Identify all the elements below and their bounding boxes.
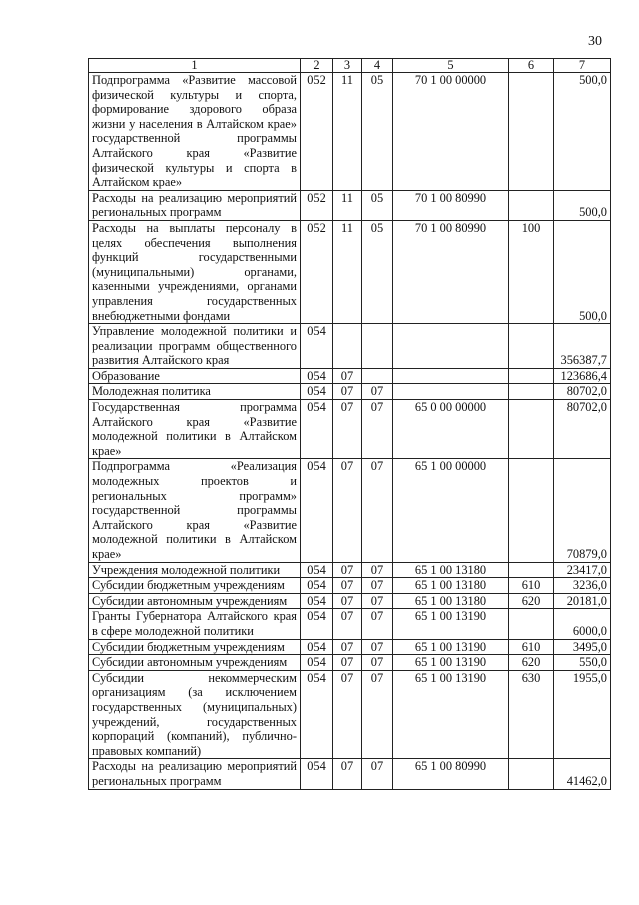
target-item-code: [393, 368, 509, 384]
target-item-code: 70 1 00 80990: [393, 220, 509, 323]
item-name: Гранты Губернатора Алтайского края в сфере молодежной политики: [89, 609, 301, 639]
amount: 500,0: [554, 220, 611, 323]
target-item-code: [393, 384, 509, 400]
subsection-code: 07: [362, 384, 393, 400]
expense-type-code: 620: [509, 655, 554, 671]
amount: 550,0: [554, 655, 611, 671]
amount: 1955,0: [554, 670, 611, 759]
subsection-code: 07: [362, 609, 393, 639]
section-code: 07: [333, 593, 362, 609]
expense-type-code: 610: [509, 578, 554, 594]
item-name: Расходы на выплаты персоналу в целях обеспечения выполнения функций государственными (муниципальными) органами, казенными учреждениями, органами управления государственных внебюджетными фондами: [89, 220, 301, 323]
table-row: [89, 324, 611, 369]
subsection-code: [362, 368, 393, 384]
section-code: 07: [333, 400, 362, 459]
amount: 20181,0: [554, 593, 611, 609]
section-code: 11: [333, 190, 362, 220]
amount: 70879,0: [554, 459, 611, 562]
section-code: 07: [333, 459, 362, 562]
table-row: [89, 655, 611, 671]
column-header: 5: [393, 59, 509, 73]
admin-code: 054: [301, 609, 333, 639]
subsection-code: 07: [362, 759, 393, 789]
expense-type-code: 620: [509, 593, 554, 609]
table-row: [89, 459, 611, 562]
amount: 6000,0: [554, 609, 611, 639]
target-item-code: 65 0 00 00000: [393, 400, 509, 459]
admin-code: 054: [301, 384, 333, 400]
section-code: 07: [333, 655, 362, 671]
expense-type-code: [509, 400, 554, 459]
budget-table: [88, 58, 611, 790]
subsection-code: 07: [362, 578, 393, 594]
admin-code: 052: [301, 73, 333, 191]
target-item-code: 70 1 00 80990: [393, 190, 509, 220]
target-item-code: 65 1 00 13180: [393, 578, 509, 594]
section-code: 11: [333, 220, 362, 323]
table-row: [89, 220, 611, 323]
amount: 23417,0: [554, 562, 611, 578]
admin-code: 054: [301, 368, 333, 384]
subsection-code: 05: [362, 220, 393, 323]
amount: 80702,0: [554, 400, 611, 459]
target-item-code: 65 1 00 13190: [393, 655, 509, 671]
target-item-code: 65 1 00 13190: [393, 609, 509, 639]
target-item-code: [393, 324, 509, 369]
column-header: 7: [554, 59, 611, 73]
subsection-code: 07: [362, 593, 393, 609]
target-item-code: 65 1 00 80990: [393, 759, 509, 789]
amount: 3236,0: [554, 578, 611, 594]
item-name: Расходы на реализацию мероприятий региональных программ: [89, 759, 301, 789]
expense-type-code: [509, 759, 554, 789]
expense-type-code: [509, 324, 554, 369]
section-code: 07: [333, 562, 362, 578]
expense-type-code: 100: [509, 220, 554, 323]
expense-type-code: [509, 459, 554, 562]
amount: 500,0: [554, 190, 611, 220]
expense-type-code: [509, 190, 554, 220]
section-code: 07: [333, 759, 362, 789]
item-name: Субсидии автономным учреждениям: [89, 655, 301, 671]
subsection-code: 07: [362, 562, 393, 578]
table-row: [89, 670, 611, 759]
expense-type-code: [509, 609, 554, 639]
subsection-code: 07: [362, 670, 393, 759]
table-row: [89, 384, 611, 400]
target-item-code: 65 1 00 00000: [393, 459, 509, 562]
column-header: 3: [333, 59, 362, 73]
table-row: [89, 578, 611, 594]
section-code: 07: [333, 609, 362, 639]
column-header: 4: [362, 59, 393, 73]
amount: 80702,0: [554, 384, 611, 400]
amount: 500,0: [554, 73, 611, 191]
subsection-code: [362, 324, 393, 369]
section-code: 07: [333, 578, 362, 594]
table-row: [89, 368, 611, 384]
table-row: [89, 190, 611, 220]
table-row: [89, 609, 611, 639]
expense-type-code: 630: [509, 670, 554, 759]
admin-code: 054: [301, 459, 333, 562]
item-name: Подпрограмма «Реализация молодежных проектов и региональных программ» государственной программы Алтайского края «Развитие молодежной политики в Алтайском крае»: [89, 459, 301, 562]
admin-code: 054: [301, 562, 333, 578]
expense-type-code: [509, 73, 554, 191]
table-body: [89, 73, 611, 790]
table-row: [89, 73, 611, 191]
admin-code: 054: [301, 593, 333, 609]
subsection-code: 07: [362, 655, 393, 671]
subsection-code: 07: [362, 639, 393, 655]
expense-type-code: [509, 368, 554, 384]
subsection-code: 07: [362, 459, 393, 562]
amount: 356387,7: [554, 324, 611, 369]
expense-type-code: [509, 562, 554, 578]
target-item-code: 65 1 00 13190: [393, 639, 509, 655]
item-name: Расходы на реализацию мероприятий региональных программ: [89, 190, 301, 220]
item-name: Образование: [89, 368, 301, 384]
section-code: 11: [333, 73, 362, 191]
amount: 3495,0: [554, 639, 611, 655]
table-row: [89, 759, 611, 789]
section-code: 07: [333, 368, 362, 384]
item-name: Государственная программа Алтайского края «Развитие молодежной политики в Алтайском крае»: [89, 400, 301, 459]
item-name: Учреждения молодежной политики: [89, 562, 301, 578]
item-name: Субсидии автономным учреждениям: [89, 593, 301, 609]
item-name: Молодежная политика: [89, 384, 301, 400]
page-number: 30: [588, 34, 602, 49]
admin-code: 054: [301, 655, 333, 671]
table-row: [89, 562, 611, 578]
column-header: 1: [89, 59, 301, 73]
admin-code: 054: [301, 578, 333, 594]
item-name: Субсидии бюджетным учреждениям: [89, 578, 301, 594]
admin-code: 054: [301, 639, 333, 655]
amount: 123686,4: [554, 368, 611, 384]
target-item-code: 65 1 00 13190: [393, 670, 509, 759]
item-name: Управление молодежной политики и реализации программ общественного развития Алтайского края: [89, 324, 301, 369]
section-code: 07: [333, 639, 362, 655]
table-row: [89, 593, 611, 609]
table-row: [89, 639, 611, 655]
item-name: Субсидии некоммерческим организациям (за исключением государственных (муниципальных) учреждений, государственных корпораций (компаний), публично-правовых компаний): [89, 670, 301, 759]
subsection-code: 05: [362, 73, 393, 191]
target-item-code: 65 1 00 13180: [393, 562, 509, 578]
amount: 41462,0: [554, 759, 611, 789]
header-row: [89, 59, 611, 73]
column-header: 2: [301, 59, 333, 73]
item-name: Подпрограмма «Развитие массовой физической культуры и спорта, формирование здорового образа жизни у населения в Алтайском крае» государственной программы Алтайского края «Развитие физической культуры и спорта в Алтайском крае»: [89, 73, 301, 191]
admin-code: 054: [301, 670, 333, 759]
section-code: 07: [333, 384, 362, 400]
section-code: [333, 324, 362, 369]
admin-code: 054: [301, 400, 333, 459]
column-header: 6: [509, 59, 554, 73]
target-item-code: 70 1 00 00000: [393, 73, 509, 191]
admin-code: 052: [301, 190, 333, 220]
subsection-code: 05: [362, 190, 393, 220]
subsection-code: 07: [362, 400, 393, 459]
admin-code: 054: [301, 759, 333, 789]
table-row: [89, 400, 611, 459]
target-item-code: 65 1 00 13180: [393, 593, 509, 609]
admin-code: 052: [301, 220, 333, 323]
item-name: Субсидии бюджетным учреждениям: [89, 639, 301, 655]
admin-code: 054: [301, 324, 333, 369]
expense-type-code: 610: [509, 639, 554, 655]
section-code: 07: [333, 670, 362, 759]
expense-type-code: [509, 384, 554, 400]
